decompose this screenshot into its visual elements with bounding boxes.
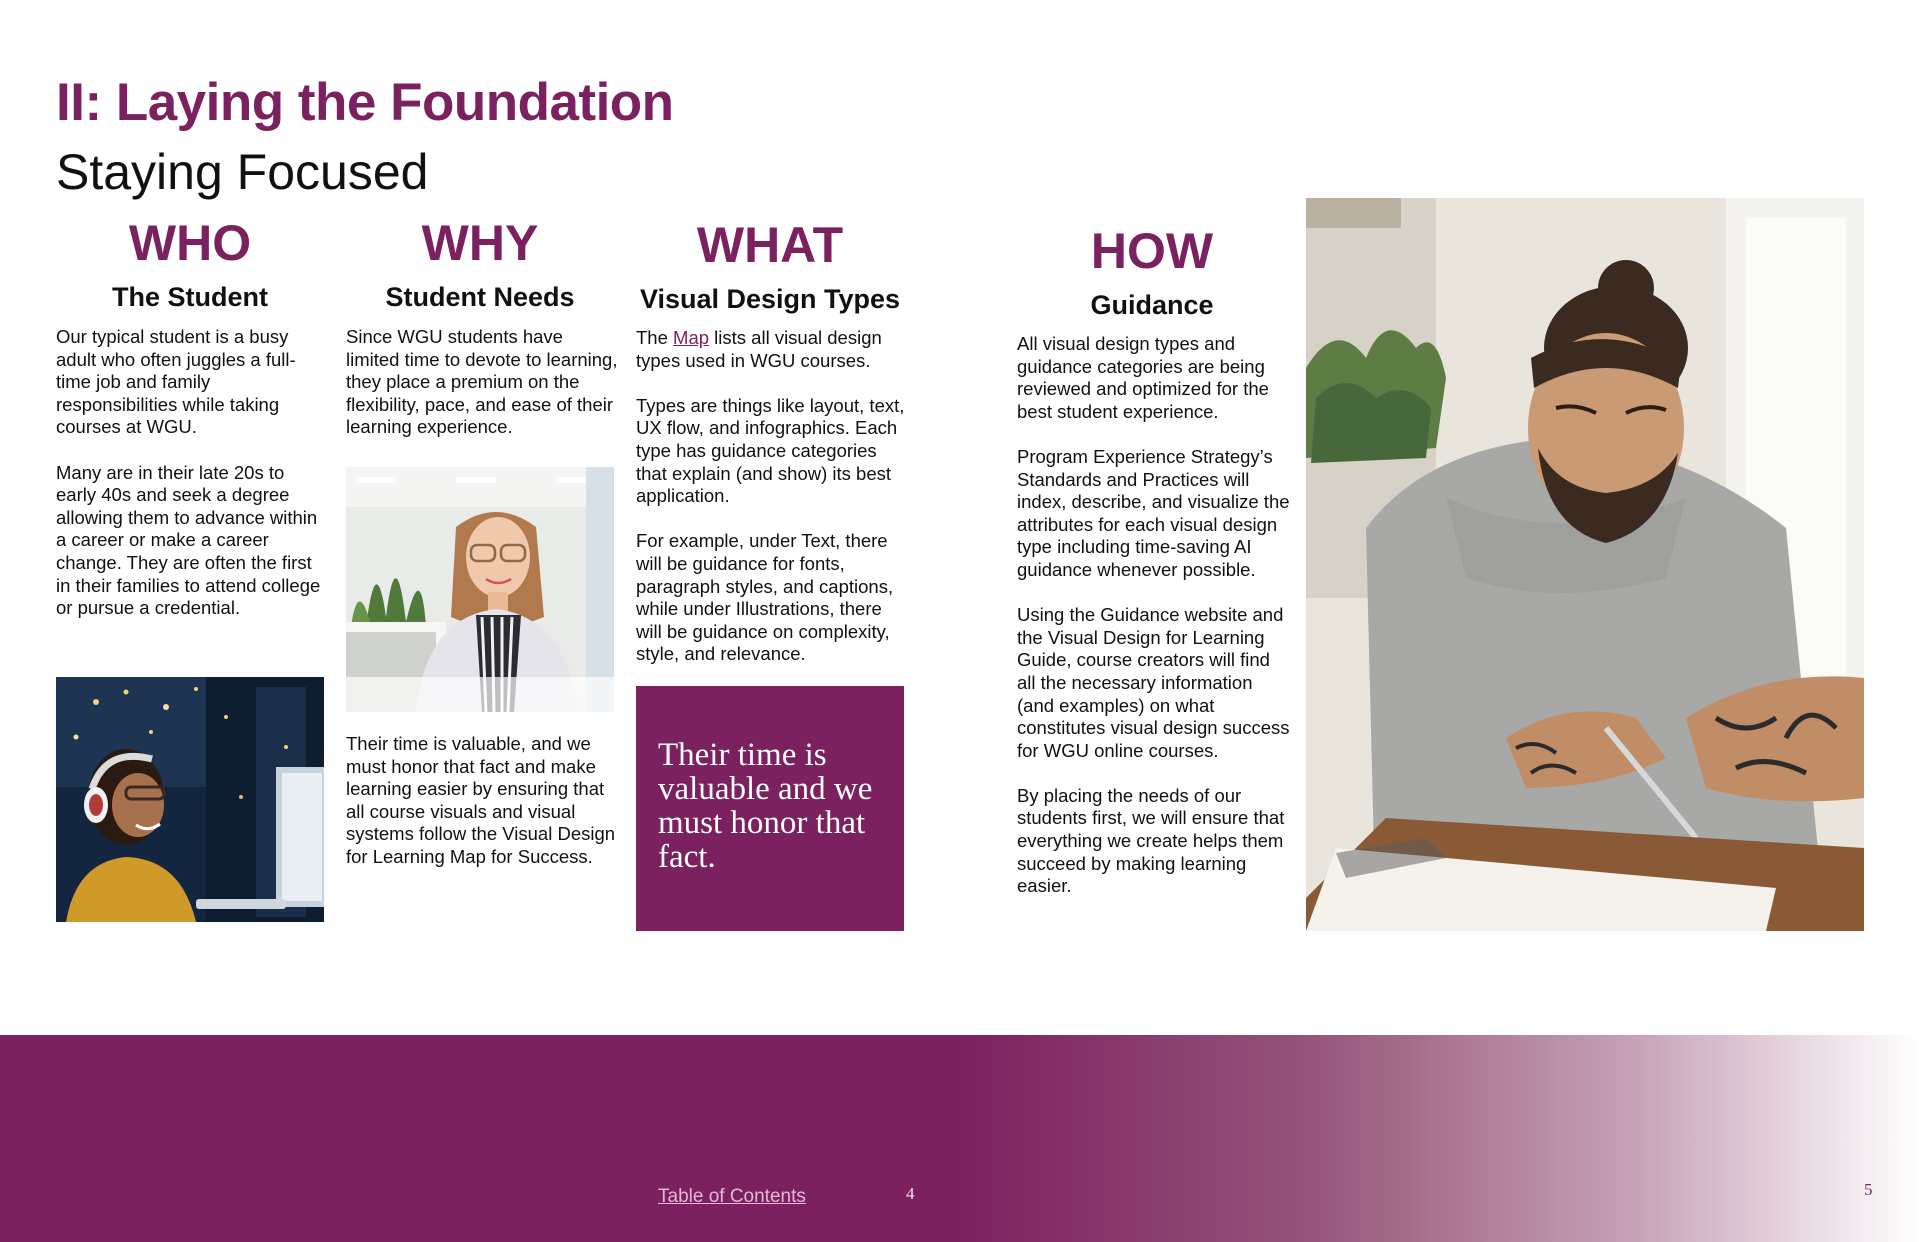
what-paragraph-3: For example, under Text, there will be guidance for fonts, paragraph styles, and captions, while under Illustrations, there will be guidance on complexity, style, and relevance.	[636, 530, 894, 665]
how-paragraph-2: Program Experience Strategy’s Standards and Practices will index, describe, and visualize the attributes for each visual design type including time-saving AI guidance whenever possible.	[1017, 445, 1290, 580]
how-subheading: Guidance	[1090, 290, 1214, 320]
table-of-contents-link[interactable]: Table of Contents	[658, 1186, 806, 1207]
page-number-left: 4	[906, 1184, 915, 1203]
section-title: II: Laying the Foundation	[56, 73, 674, 132]
how-paragraph-1: All visual design types and guidance categories are being reviewed and optimized for the best student experience.	[1017, 333, 1269, 422]
pull-quote-text: Their time is valuable and we must honor that fact.	[658, 737, 873, 875]
student-office-photo	[346, 467, 614, 712]
who-header	[56, 215, 324, 313]
footer-band	[0, 1035, 1920, 1242]
pull-quote	[636, 686, 904, 931]
how-text	[1017, 333, 1293, 920]
how-paragraph-3: Using the Guidance website and the Visual Design for Learning Guide, course creators will find all the necessary information (and examples) on what constitutes visual design success for WGU online courses.	[1017, 604, 1290, 761]
who-paragraph-2: Many are in their late 20s to early 40s and seek a degree allowing them to advance within a career or make a career change. They are often the first in their families to attend college or pursue a credential.	[56, 461, 321, 619]
what-p1-after-link: lists all visual design types used in WGU courses.	[636, 327, 882, 371]
who-paragraph-1: Our typical student is a busy adult who often juggles a full-time job and family responsibilities while taking courses at WGU.	[56, 326, 296, 438]
man-writing-illustration	[1306, 198, 1864, 931]
why-header	[346, 215, 614, 313]
what-paragraph-1	[636, 327, 908, 372]
why-paragraph-1: Since WGU students have limited time to devote to learning, they place a premium on the flexibility, pace, and ease of their learning experience.	[346, 326, 618, 438]
student-headphones-photo	[56, 677, 324, 922]
how-heading: HOW	[1090, 223, 1214, 279]
map-link[interactable]: Map	[673, 327, 710, 348]
what-p1-before-link: The	[636, 327, 674, 348]
page-number-right: 5	[1864, 1180, 1873, 1199]
who-text	[56, 326, 328, 642]
why-text-1	[346, 326, 618, 462]
what-text	[636, 327, 908, 689]
what-subheading: Visual Design Types	[639, 284, 901, 314]
student-office-illustration	[346, 467, 614, 712]
man-writing-photo	[1306, 198, 1864, 931]
what-heading: WHAT	[696, 217, 844, 273]
who-heading: WHO	[128, 215, 252, 271]
why-subheading: Student Needs	[385, 282, 575, 312]
why-heading: WHY	[421, 215, 539, 271]
what-paragraph-2: Types are things like layout, text, UX flow, and infographics. Each type has guidance categories that explain (and show) its best application.	[636, 394, 905, 507]
why-paragraph-2: Their time is valuable, and we must honor that fact and make learning easier by ensuring that all course visuals and visual systems follow the Visual Design for Learning Map for Success.	[346, 733, 616, 867]
how-header	[1017, 223, 1287, 321]
page-subtitle: Staying Focused	[56, 144, 429, 200]
student-headphones-illustration	[56, 677, 324, 922]
how-paragraph-4: By placing the needs of our students first, we will ensure that everything we create helps them succeed by making learning easier.	[1017, 784, 1285, 897]
who-subheading: The Student	[112, 282, 268, 312]
why-text-2	[346, 733, 618, 891]
what-header	[636, 217, 904, 315]
